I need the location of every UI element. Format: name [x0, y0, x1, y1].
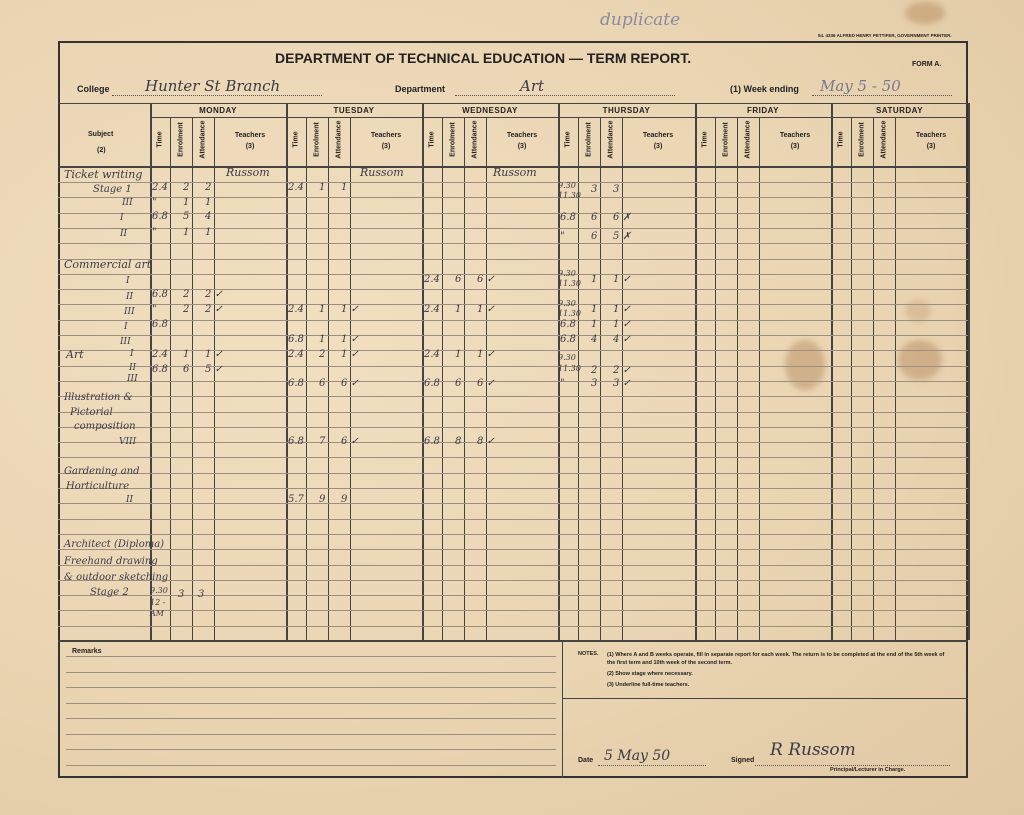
mon-cell: 6.8	[152, 289, 168, 300]
ruled-line	[58, 228, 968, 229]
mon-cell: 1	[183, 197, 190, 208]
thu-time: 11.30	[558, 364, 581, 373]
col-time: Time	[428, 131, 436, 148]
col-attendance: Attendance	[880, 120, 888, 159]
col-enrolment: Enrolment	[585, 122, 593, 157]
teachers-label: Teachers	[779, 132, 811, 139]
teachers-number: (3)	[926, 143, 936, 150]
teachers-number: (3)	[245, 143, 255, 150]
teachers-label: Teachers	[506, 132, 538, 139]
tue-cell: 6.8	[288, 334, 304, 345]
thu-cell: 6 ✗	[613, 212, 631, 223]
teacher-wednesday: Russom	[493, 166, 537, 179]
column-rule	[715, 117, 716, 640]
wed-cell: 6 ✓	[477, 378, 495, 389]
thu-cell: 6.8	[560, 212, 576, 223]
thu-cell: 1	[591, 319, 598, 330]
col-attendance: Attendance	[744, 120, 752, 159]
ruled-line	[58, 580, 968, 581]
col-time: Time	[156, 131, 164, 148]
remarks-line	[66, 749, 556, 750]
remarks-label: Remarks	[72, 648, 102, 655]
column-rule	[831, 103, 833, 640]
col-attendance: Attendance	[471, 120, 479, 159]
wed-cell: 1	[455, 349, 462, 360]
remarks-line	[66, 718, 556, 719]
remarks-line	[66, 672, 556, 673]
wed-cell: 1 ✓	[477, 349, 495, 360]
subject-pictorial: Pictorial	[70, 407, 113, 418]
thu-cell: 3 ✓	[613, 378, 631, 389]
row-III: III	[122, 198, 133, 208]
thu-cell: 6.8	[560, 319, 576, 330]
signed-label: Signed	[731, 757, 755, 764]
tue-cell: 2.4	[288, 182, 304, 193]
row-rule	[562, 698, 968, 699]
ruled-line	[58, 335, 968, 336]
column-rule	[695, 103, 697, 640]
ruled-line	[58, 289, 968, 290]
subject-header: Subject	[88, 131, 114, 138]
mon-cell: 6.8	[152, 211, 168, 222]
thu-cell: 3	[613, 184, 620, 195]
tue-cell: 1 ✓	[341, 334, 359, 345]
ruled-line	[58, 304, 968, 305]
time-930: 9.30	[150, 586, 168, 595]
mon-cell: 4	[205, 211, 212, 222]
mon-cell: "	[152, 304, 157, 315]
thu-cell: 4	[591, 334, 598, 345]
thu-cell: "	[560, 378, 565, 389]
column-rule	[422, 103, 424, 640]
thu-cell: 6	[591, 231, 598, 242]
teachers-number: (3)	[790, 143, 800, 150]
ruled-line	[58, 488, 968, 489]
ruled-line	[58, 626, 968, 627]
column-rule	[442, 117, 443, 640]
thu-cell: 1 ✓	[613, 319, 631, 330]
tue-cell: 6.8	[288, 436, 304, 447]
ruled-line	[58, 457, 968, 458]
stage-1: Stage 1	[93, 184, 132, 195]
column-rule	[328, 117, 329, 640]
mon-cell: 2	[205, 182, 212, 193]
stage-2: Stage 2	[90, 587, 129, 598]
column-rule	[464, 117, 465, 640]
row-III: III	[127, 374, 138, 384]
ruled-line	[58, 381, 968, 382]
thu-time: 11.30	[558, 279, 581, 288]
department-label: Department	[395, 84, 446, 94]
col-attendance: Attendance	[199, 120, 207, 159]
teachers-label: Teachers	[915, 132, 947, 139]
college-label: College	[77, 84, 110, 94]
time-12: 12 -	[150, 598, 166, 607]
day-thursday: THURSDAY	[602, 106, 651, 115]
ruled-line	[58, 320, 968, 321]
row-II: II	[129, 363, 137, 373]
tue-cell: 9	[341, 494, 348, 505]
mon-cell: 2	[183, 289, 190, 300]
wed-cell: 6 ✓	[477, 274, 495, 285]
ruled-line	[58, 534, 968, 535]
ruled-line	[58, 503, 968, 504]
ruled-line	[58, 565, 968, 566]
row-I: I	[130, 349, 134, 359]
subject-ticket-writing: Ticket writing	[64, 168, 143, 181]
duplicate-note: duplicate	[600, 10, 681, 30]
subject-composition: composition	[74, 421, 136, 432]
col-time: Time	[564, 131, 572, 148]
thu-cell: 3	[591, 378, 598, 389]
column-rule	[600, 117, 601, 640]
date-label: Date	[578, 757, 594, 764]
mon-cell: 1	[205, 227, 212, 238]
wed-cell: 6	[455, 274, 462, 285]
teachers-number: (3)	[517, 143, 527, 150]
column-rule	[759, 117, 760, 640]
tue-cell: 7	[319, 436, 326, 447]
day-monday: MONDAY	[199, 106, 237, 115]
column-rule	[895, 117, 896, 640]
column-rule	[192, 117, 193, 640]
wed-cell: 8 ✓	[477, 436, 495, 447]
wed-cell: 2.4	[424, 349, 440, 360]
mon-cell: 2 ✓	[205, 304, 223, 315]
subject-illustration: Illustration &	[64, 392, 133, 403]
wed-cell: 1 ✓	[477, 304, 495, 315]
thu-cell: 5 ✗	[613, 231, 631, 242]
ruled-line	[58, 350, 968, 351]
college-value: Hunter St Branch	[145, 77, 281, 95]
row-I: I	[126, 276, 130, 286]
tue-cell: 5.7	[288, 494, 304, 505]
mon-cell: 1	[183, 227, 190, 238]
col-teachers	[214, 130, 286, 152]
wed-cell: 1	[455, 304, 462, 315]
ruled-line	[58, 182, 968, 183]
subject-commercial-art: Commercial art	[64, 258, 152, 271]
mon-cell: 2.4	[152, 182, 168, 193]
remarks-line	[66, 687, 556, 688]
row-III: III	[120, 337, 131, 347]
thu-cell: 6.8	[560, 334, 576, 345]
ruled-line	[58, 549, 968, 550]
notes-label: NOTES.	[578, 651, 599, 657]
teachers-label: Teachers	[234, 132, 266, 139]
day-friday: FRIDAY	[746, 106, 780, 115]
column-rule	[306, 117, 307, 640]
ruled-line	[58, 213, 968, 214]
mon-cell: 1	[205, 197, 212, 208]
ruled-line	[58, 259, 968, 260]
tue-cell: 6 ✓	[341, 378, 359, 389]
column-rule	[214, 117, 215, 640]
thu-cell: 1 ✓	[613, 274, 631, 285]
wed-cell: 6.8	[424, 378, 440, 389]
page-title: DEPARTMENT OF TECHNICAL EDUCATION — TERM REPORT.	[275, 50, 692, 66]
remarks-line	[66, 656, 556, 657]
col-teachers	[895, 130, 967, 152]
tue-cell: 9	[319, 494, 326, 505]
thu-cell: 1	[591, 304, 598, 315]
printer-line: 54. 4336 ALFRED HENRY PETTIFER, GOVERNMENT PRINTER.	[818, 33, 952, 38]
subject-outdoor: & outdoor sketching	[64, 572, 169, 583]
ruled-line	[58, 519, 968, 520]
column-rule	[873, 117, 874, 640]
ruled-line	[58, 412, 968, 413]
tue-cell: 6.8	[288, 378, 304, 389]
col-time: Time	[701, 131, 709, 148]
thu-time: 9.30	[558, 299, 576, 308]
week-label: (1) Week ending	[730, 84, 799, 94]
row-III: III	[124, 307, 135, 317]
mon-cell: 1 ✓	[205, 349, 223, 360]
ruled-line	[58, 243, 968, 244]
col-teachers	[759, 130, 831, 152]
tue-cell: 1 ✓	[341, 304, 359, 315]
row-II: II	[126, 292, 134, 302]
ruled-line	[58, 366, 968, 367]
column-rule	[562, 640, 563, 778]
thu-time: 11.30	[558, 191, 581, 200]
time-am: AM	[150, 609, 164, 618]
ruled-line	[58, 197, 968, 198]
day-tuesday: TUESDAY	[333, 106, 375, 115]
mon-cell: 5	[183, 211, 190, 222]
thu-cell: 3	[591, 184, 598, 195]
tue-cell: 2	[319, 349, 326, 360]
row-I: I	[124, 322, 128, 332]
mon-cell: 6	[183, 364, 190, 375]
teachers-number: (3)	[653, 143, 663, 150]
enrolment-value: 3	[178, 589, 185, 600]
thu-cell: 1	[591, 274, 598, 285]
col-teachers	[622, 130, 694, 152]
week-value: May 5 - 50	[820, 77, 901, 95]
mon-cell: 2.4	[152, 349, 168, 360]
col-teachers	[486, 130, 558, 152]
column-rule	[851, 117, 852, 640]
tue-cell: 1	[319, 182, 326, 193]
tue-cell: 2.4	[288, 304, 304, 315]
subject-gardening: Gardening and	[64, 466, 140, 477]
col-enrolment: Enrolment	[858, 122, 866, 157]
day-saturday: SATURDAY	[875, 106, 924, 115]
tue-cell: 2.4	[288, 349, 304, 360]
note-1: (1) Where A and B weeks operate, fill in separate report for each week. The return is to be completed at the end of the 5th week of the first term and 10th week of the second term.	[607, 652, 945, 666]
tue-cell: 6	[319, 378, 326, 389]
row-I: I	[120, 213, 124, 223]
thu-cell: 2	[591, 365, 598, 376]
tue-cell: 1 ✓	[341, 349, 359, 360]
form-label: FORM A.	[912, 61, 942, 68]
mon-cell: "	[152, 227, 157, 238]
col-attendance: Attendance	[335, 120, 343, 159]
tear-stain	[905, 2, 945, 24]
row-rule	[58, 640, 968, 642]
col-attendance: Attendance	[607, 120, 615, 159]
thu-time: 9.30	[558, 269, 576, 278]
col-time: Time	[292, 131, 300, 148]
tue-cell: 6 ✓	[341, 436, 359, 447]
ruled-line	[58, 595, 968, 596]
wed-cell: 2.4	[424, 304, 440, 315]
teacher-monday: Russom	[226, 166, 270, 179]
ruled-line	[58, 396, 968, 397]
thu-cell: "	[560, 231, 565, 242]
thu-time: 11.30	[558, 309, 581, 318]
tue-cell: 1	[319, 304, 326, 315]
column-rule	[968, 103, 970, 640]
ruled-line	[58, 442, 968, 443]
col-enrolment: Enrolment	[449, 122, 457, 157]
column-rule	[170, 117, 171, 640]
date-value: 5 May 50	[604, 748, 671, 764]
mon-cell: 2 ✓	[205, 289, 223, 300]
principal-label: Principal/Lecturer in Charge.	[830, 767, 906, 773]
wed-cell: 6	[455, 378, 462, 389]
thu-time: 9.30	[558, 181, 576, 190]
ruled-line	[58, 274, 968, 275]
day-wednesday: WEDNESDAY	[462, 106, 518, 115]
thu-cell: 4 ✓	[613, 334, 631, 345]
mon-cell: "	[152, 197, 157, 208]
teachers-label: Teachers	[370, 132, 402, 139]
mon-cell: 2	[183, 182, 190, 193]
department-value: Art	[520, 77, 545, 95]
attendance-value: 3	[198, 589, 205, 600]
note-3: (3) Underline full-time teachers.	[607, 682, 690, 688]
wed-cell: 2.4	[424, 274, 440, 285]
mon-cell: 6.8	[152, 319, 168, 330]
thu-cell: 1 ✓	[613, 304, 631, 315]
row-II: II	[120, 229, 128, 239]
note-2: (2) Show stage where necessary.	[607, 671, 693, 677]
col-enrolment: Enrolment	[722, 122, 730, 157]
wed-cell: 6.8	[424, 436, 440, 447]
teacher-tuesday: Russom	[360, 166, 404, 179]
column-rule	[737, 117, 738, 640]
remarks-line	[66, 765, 556, 766]
mon-cell: 1	[183, 349, 190, 360]
subject-architect: Architect (Diploma)	[64, 539, 165, 550]
col-teachers	[350, 130, 422, 152]
thu-time: 9.30	[558, 353, 576, 362]
tue-cell: 1	[319, 334, 326, 345]
remarks-line	[66, 703, 556, 704]
mon-cell: 2	[183, 304, 190, 315]
thu-cell: 2 ✓	[613, 365, 631, 376]
teachers-label: Teachers	[642, 132, 674, 139]
mon-cell: 6.8	[152, 364, 168, 375]
mon-cell: 5 ✓	[205, 364, 223, 375]
teachers-number: (3)	[381, 143, 391, 150]
row-VIII: VIII	[119, 437, 137, 447]
remarks-line	[66, 734, 556, 735]
ruled-line	[58, 427, 968, 428]
thu-cell: 6	[591, 212, 598, 223]
subject-art: Art	[66, 348, 84, 361]
col-enrolment: Enrolment	[313, 122, 321, 157]
tue-cell: 1	[341, 182, 348, 193]
ruled-line	[58, 610, 968, 611]
subject-freehand: Freehand drawing	[64, 556, 158, 567]
subject-horticulture: Horticulture	[66, 481, 130, 492]
col-time: Time	[837, 131, 845, 148]
col-enrolment: Enrolment	[177, 122, 185, 157]
signature: R Russom	[770, 740, 856, 760]
ruled-line	[58, 473, 968, 474]
row-II: II	[126, 495, 134, 505]
subject-number: (2)	[97, 147, 106, 154]
wed-cell: 8	[455, 436, 462, 447]
